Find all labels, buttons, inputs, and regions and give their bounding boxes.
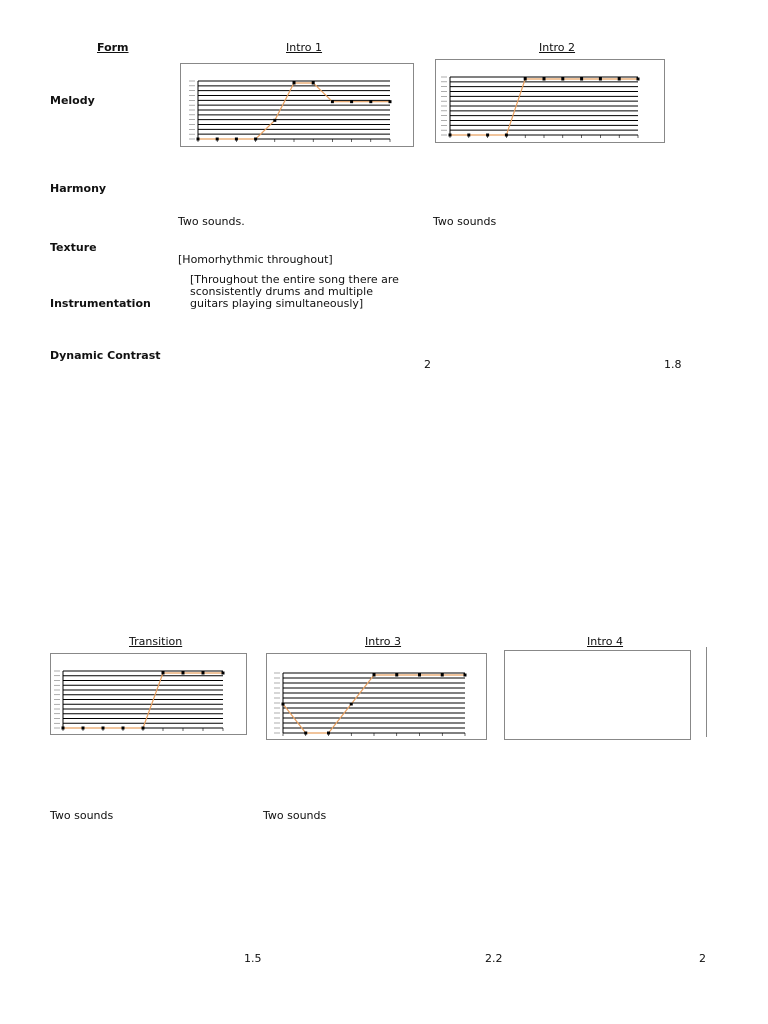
dynamic-value-intro2: 1.8 — [664, 358, 682, 371]
intro2-harmony-text: Two sounds — [433, 215, 497, 228]
intro1-harmony-text: Two sounds. — [178, 215, 245, 228]
series-line — [63, 673, 223, 728]
dynamic-value-intro3: 2.2 — [485, 952, 503, 965]
header-intro-4: Intro 4 — [587, 635, 624, 648]
data-point-5 — [373, 674, 376, 677]
row-label-instrumentation: Instrumentation — [50, 297, 151, 310]
header-intro-1: Intro 1 — [286, 41, 323, 54]
transition-melody-svg — [51, 654, 246, 734]
instrumentation-line-3: guitars playing simultaneously] — [190, 297, 364, 310]
data-point-5 — [142, 727, 145, 730]
data-point-9 — [464, 674, 467, 677]
data-point-1 — [449, 134, 452, 137]
data-point-3 — [486, 134, 489, 137]
data-point-8 — [580, 78, 583, 81]
intro4-melody-chart-empty — [504, 650, 691, 740]
intro3-melody-chart — [266, 653, 487, 740]
data-point-9 — [350, 100, 353, 103]
data-point-9 — [599, 78, 602, 81]
intro1-texture-text: [Homorhythmic throughout] — [178, 253, 333, 266]
transition-melody-chart — [50, 653, 247, 735]
data-point-6 — [293, 82, 296, 85]
row-label-texture: Texture — [50, 241, 97, 254]
data-point-1 — [197, 138, 200, 141]
transition-harmony-text: Two sounds — [50, 809, 114, 822]
data-point-6 — [162, 672, 165, 675]
data-point-8 — [331, 100, 334, 103]
series-line — [450, 79, 638, 135]
intro3-harmony-text: Two sounds — [263, 809, 327, 822]
data-point-7 — [561, 78, 564, 81]
intro2-melody-chart — [435, 59, 665, 143]
data-point-2 — [467, 134, 470, 137]
dynamic-value-transition: 1.5 — [244, 952, 262, 965]
instrumentation-note — [190, 274, 399, 310]
data-point-11 — [637, 78, 640, 81]
data-point-7 — [418, 674, 421, 677]
header-form: Form — [97, 41, 129, 54]
data-point-3 — [102, 727, 105, 730]
data-point-2 — [304, 732, 307, 735]
dynamic-value-intro1: 2 — [424, 358, 431, 371]
next-column-edge — [706, 647, 707, 737]
data-point-8 — [202, 672, 205, 675]
instrumentation-line-1: [Throughout the entire song there are — [190, 273, 399, 286]
instrumentation-line-2: sconsistently drums and multiple — [190, 285, 373, 298]
data-point-10 — [369, 100, 372, 103]
header-intro-3: Intro 3 — [365, 635, 402, 648]
intro2-melody-svg — [436, 60, 664, 142]
row-label-harmony: Harmony — [50, 182, 107, 195]
data-point-3 — [327, 732, 330, 735]
header-transition: Transition — [129, 635, 183, 648]
data-point-11 — [389, 100, 392, 103]
data-point-4 — [505, 134, 508, 137]
header-intro-2: Intro 2 — [539, 41, 576, 54]
dynamic-value-intro4: 2 — [699, 952, 706, 965]
data-point-3 — [235, 138, 238, 141]
intro1-melody-svg — [181, 64, 413, 146]
intro1-melody-chart — [180, 63, 414, 147]
data-point-7 — [312, 82, 315, 85]
series-line — [198, 83, 390, 139]
data-point-9 — [222, 672, 225, 675]
series-line — [283, 675, 465, 733]
row-label-melody: Melody — [50, 94, 95, 107]
row-label-dynamic-contrast: Dynamic Contrast — [50, 349, 161, 362]
data-point-2 — [216, 138, 219, 141]
data-point-4 — [254, 138, 257, 141]
data-point-10 — [618, 78, 621, 81]
data-point-6 — [543, 78, 546, 81]
intro3-melody-svg — [267, 654, 486, 739]
data-point-4 — [122, 727, 125, 730]
data-point-7 — [182, 672, 185, 675]
data-point-2 — [82, 727, 85, 730]
data-point-1 — [282, 703, 285, 706]
data-point-4 — [350, 703, 353, 706]
data-point-1 — [62, 727, 65, 730]
data-point-5 — [524, 78, 527, 81]
data-point-6 — [395, 674, 398, 677]
data-point-8 — [441, 674, 444, 677]
data-point-5 — [273, 119, 276, 122]
